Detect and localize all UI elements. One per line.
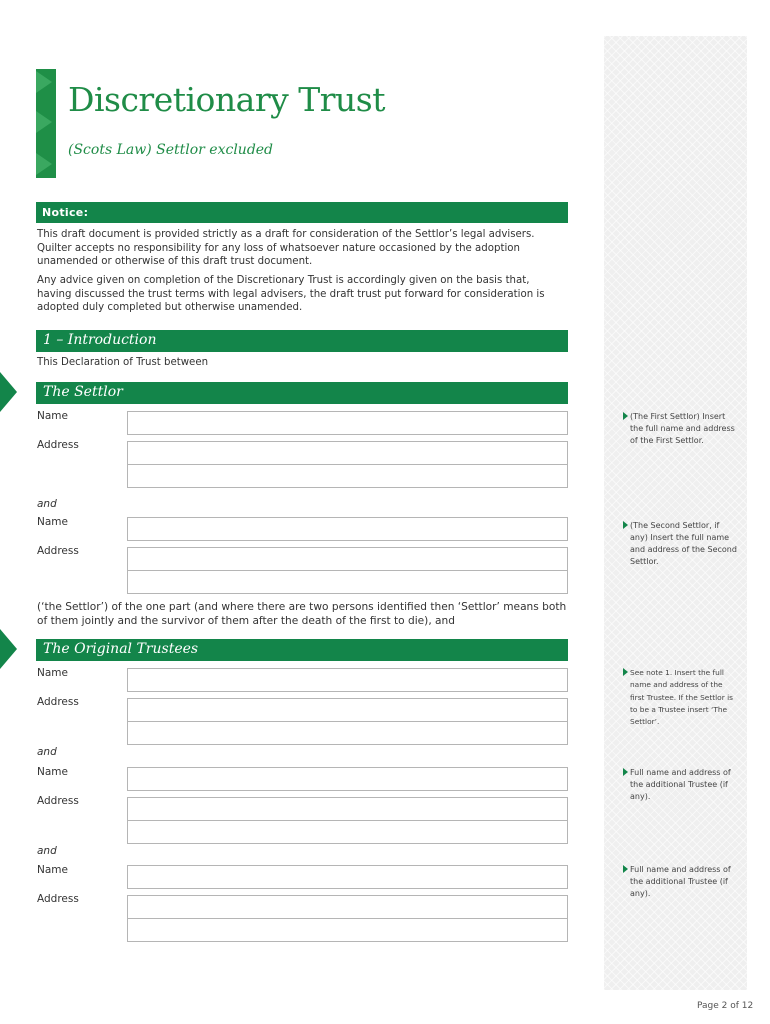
note-pointer-icon xyxy=(623,865,628,873)
trustee-and-label-2: and xyxy=(37,845,57,857)
settlor-closing-text: (‘the Settlor’) of the one part (and where there are two persons identified then ‘Settlor’ means both of them jointly and the survivor of them after the death of the first to die), and xyxy=(37,601,567,627)
trustee-1-address-line-2[interactable] xyxy=(127,721,568,745)
settlor-1-name-label: Name xyxy=(37,410,68,422)
trustee-2-address-label: Address xyxy=(37,795,79,807)
trustee-3-name-label: Name xyxy=(37,864,68,876)
notice-paragraph-1: This draft document is provided strictly as a draft for consideration of the Settlor’s legal advisers. Quilter accepts no responsibility for any loss of whatsoever nature occasioned by the adoption unamended or otherwise of this draft trust document. xyxy=(37,229,535,267)
note-text: Full name and address of the additional Trustee (if any). xyxy=(630,768,731,801)
trustee-1-name-label: Name xyxy=(37,667,68,679)
settlor-2-address-line-2[interactable] xyxy=(127,570,568,594)
settlor-heading: The Settlor xyxy=(36,382,568,404)
trustee-3-address-label: Address xyxy=(37,893,79,905)
note-pointer-icon xyxy=(623,768,628,776)
trustee-3-address-line-2[interactable] xyxy=(127,918,568,942)
note-text: (The First Settlor) Insert the full name and address of the First Settlor. xyxy=(630,412,735,445)
trustee-1-name-field[interactable] xyxy=(127,668,568,692)
note-text: Full name and address of the additional Trustee (if any). xyxy=(630,865,731,898)
settlor-1-address-label: Address xyxy=(37,439,79,451)
trustee-3-address-line-1[interactable] xyxy=(127,895,568,919)
notice-heading: Notice: xyxy=(36,202,568,223)
note-second-trustee xyxy=(630,767,738,803)
notice-paragraph-2: Any advice given on completion of the Discretionary Trust is accordingly given on the basis that, having discussed the trust terms with legal advisers, the draft trust put forward for consideration is adopted duly completed but otherwise unamended. xyxy=(37,275,545,313)
note-pointer-icon xyxy=(623,668,628,676)
trustee-2-name-label: Name xyxy=(37,766,68,778)
brand-logo-bar xyxy=(36,69,56,178)
note-pointer-icon xyxy=(623,412,628,420)
settlor-2-address-label: Address xyxy=(37,545,79,557)
trustee-1-address-label: Address xyxy=(37,696,79,708)
trustee-2-address-line-2[interactable] xyxy=(127,820,568,844)
trustee-2-address-line-1[interactable] xyxy=(127,797,568,821)
settlor-1-name-field[interactable] xyxy=(127,411,568,435)
page-number: Page 2 of 12 xyxy=(697,1001,754,1011)
document-title: Discretionary Trust xyxy=(68,80,385,119)
settlor-1-address-line-2[interactable] xyxy=(127,464,568,488)
settlor-and-label: and xyxy=(37,498,57,510)
note-pointer-icon xyxy=(623,521,628,529)
note-third-trustee xyxy=(630,864,738,900)
document-subtitle: (Scots Law) Settlor excluded xyxy=(68,142,274,158)
note-first-settlor xyxy=(630,411,738,447)
note-text: (The Second Settlor, if any) Insert the full name and address of the Second Settlor. xyxy=(630,521,737,566)
trustees-heading: The Original Trustees xyxy=(36,639,568,661)
introduction-text: This Declaration of Trust between xyxy=(37,357,209,368)
note-text: See note 1. Insert the full name and address of the first Trustee. If the Settlor is to be a Trustee insert ‘The Settlor’. xyxy=(630,668,733,727)
settlor-2-address-line-1[interactable] xyxy=(127,547,568,571)
section-arrow-icon xyxy=(0,372,17,412)
trustee-and-label-1: and xyxy=(37,746,57,758)
note-first-trustee xyxy=(630,667,738,728)
note-second-settlor xyxy=(630,520,738,568)
introduction-heading: 1 – Introduction xyxy=(36,330,568,352)
notes-sidebar xyxy=(604,36,747,990)
settlor-2-name-field[interactable] xyxy=(127,517,568,541)
settlor-2-name-label: Name xyxy=(37,516,68,528)
trustee-1-address-line-1[interactable] xyxy=(127,698,568,722)
section-arrow-icon xyxy=(0,629,17,669)
trustee-2-name-field[interactable] xyxy=(127,767,568,791)
settlor-1-address-line-1[interactable] xyxy=(127,441,568,465)
trustee-3-name-field[interactable] xyxy=(127,865,568,889)
